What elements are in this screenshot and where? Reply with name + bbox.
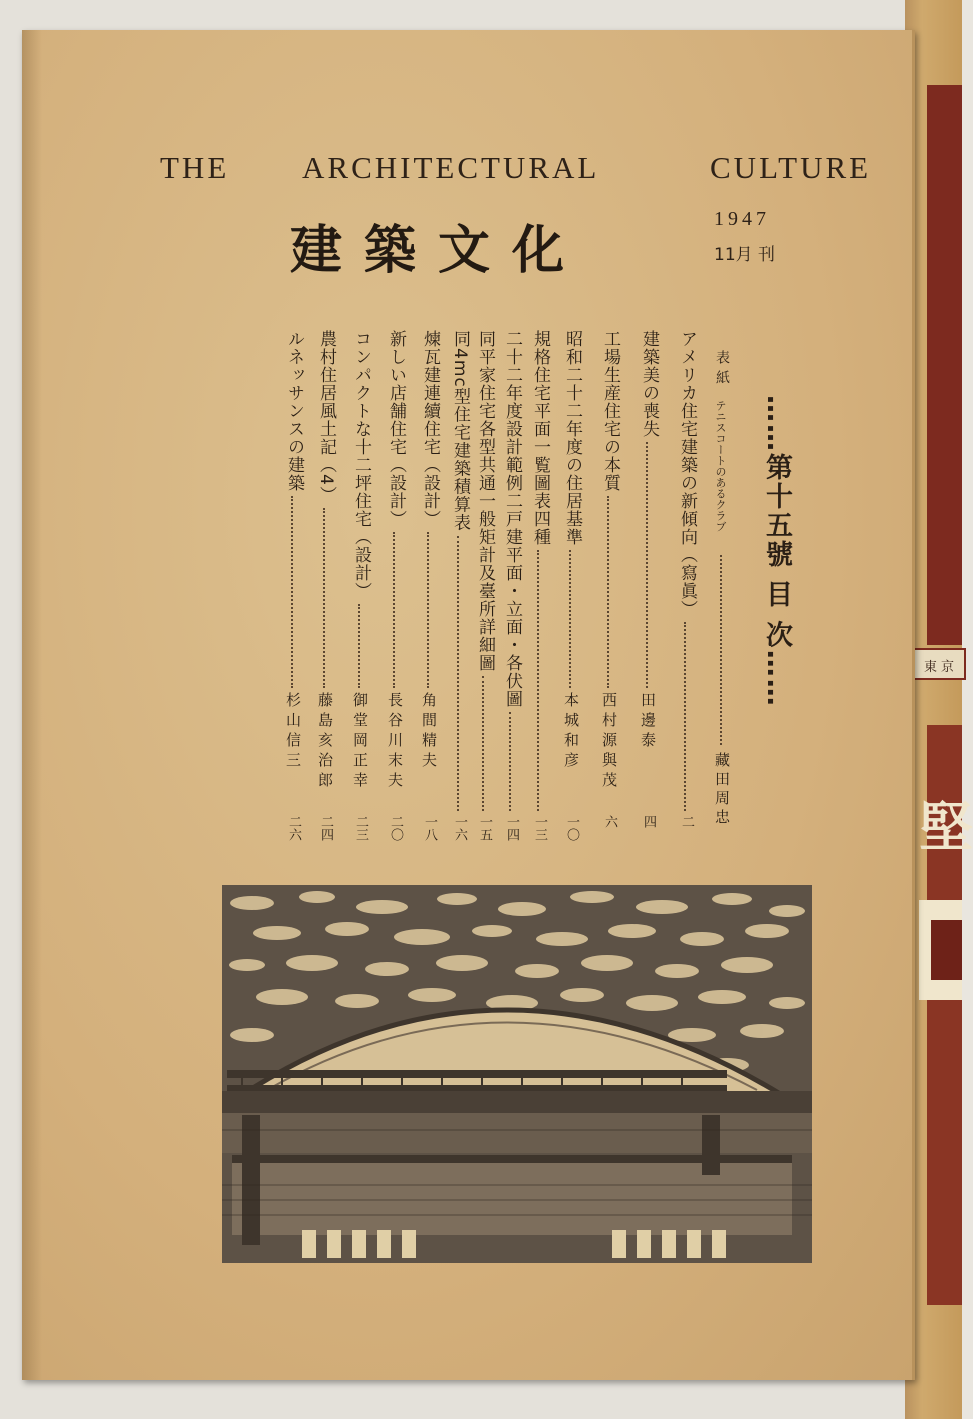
publication-month: 11月 刊 bbox=[714, 245, 776, 265]
toc-entry-title: 煉瓦建連續住宅（設計） bbox=[420, 330, 440, 528]
toc-entry-page: 一八 bbox=[422, 815, 437, 841]
toc-entry-title: 同平家住宅各型共通一般矩計及臺所詳細圖 bbox=[475, 330, 495, 672]
english-title-word-1: THE bbox=[160, 150, 230, 185]
toc-entry-title: コンパクトな十二坪住宅（設計） bbox=[351, 330, 371, 600]
adjacent-label-box bbox=[910, 648, 966, 680]
toc-entry-page: 二 bbox=[679, 815, 694, 828]
toc-entry-author: 西村源與茂 bbox=[600, 692, 618, 792]
toc-leader-dots bbox=[646, 442, 648, 688]
publication-year: 1947 bbox=[714, 208, 770, 230]
toc-entry-title: 昭和二十二年度の住居基準 bbox=[562, 330, 582, 546]
toc-entry-page: 一三 bbox=[532, 815, 547, 841]
toc-leader-dots bbox=[509, 712, 511, 811]
cover-label: 表紙 bbox=[714, 350, 730, 390]
toc-entry-page: 二三 bbox=[353, 815, 368, 841]
page-fold-shadow bbox=[22, 30, 42, 1380]
toc-entry-author: 杉山信三 bbox=[284, 692, 302, 772]
toc-leader-dots bbox=[323, 508, 325, 688]
adjacent-red-band bbox=[927, 85, 962, 645]
toc-entry-title: ルネッサンスの建築 bbox=[284, 330, 304, 492]
toc-entry-page: 二四 bbox=[318, 815, 333, 841]
toc-leader-dots bbox=[358, 604, 360, 688]
issue-heading: ……第十五號 目 次…… bbox=[761, 395, 792, 708]
toc-entry-author: 本城和彦 bbox=[562, 692, 580, 772]
toc-leader-dots bbox=[291, 496, 293, 688]
toc-entry-page: 六 bbox=[602, 815, 617, 828]
toc-entry-title: 建築美の喪失 bbox=[639, 330, 659, 438]
toc-leader-dots bbox=[684, 622, 686, 811]
toc-entry-author: 御堂岡正幸 bbox=[351, 692, 369, 792]
cover-author: 藏田周忠 bbox=[713, 752, 731, 828]
toc-leader-dots bbox=[457, 536, 459, 811]
english-title-word-2: ARCHITECTURAL bbox=[302, 150, 600, 185]
toc-entry-page: 一五 bbox=[477, 815, 492, 841]
adjacent-label-text: 東京 bbox=[924, 660, 959, 675]
adjacent-lower-box-inner bbox=[931, 920, 962, 980]
toc-entry-title: 規格住宅平面一覧圖表四種 bbox=[530, 330, 550, 546]
toc-entry-title: 農村住居風土記（4） bbox=[316, 330, 336, 504]
toc-entry-author: 長谷川末夫 bbox=[386, 692, 404, 792]
toc-leader-dots bbox=[537, 550, 539, 811]
toc-entry-page: 二〇 bbox=[388, 815, 403, 841]
cover-leader-dots bbox=[720, 555, 722, 745]
toc-entry-page: 二六 bbox=[286, 815, 301, 841]
toc-entry-title: 工場生産住宅の本質 bbox=[600, 330, 620, 492]
toc-entry-page: 一六 bbox=[452, 815, 467, 841]
toc-entry-page: 一四 bbox=[504, 815, 519, 841]
toc-leader-dots bbox=[482, 676, 484, 811]
toc-leader-dots bbox=[607, 496, 609, 688]
toc-leader-dots bbox=[427, 532, 429, 688]
toc-entry-page: 一〇 bbox=[564, 815, 579, 841]
woodcut-image bbox=[222, 885, 812, 1263]
english-title bbox=[160, 150, 905, 186]
adjacent-big-kanji: 堅 bbox=[919, 795, 973, 859]
toc-leader-dots bbox=[393, 532, 395, 688]
toc-entry-title: 二十二年度設計範例二戸建平面・立面・各伏圖 bbox=[502, 330, 522, 708]
toc-entry-title: 同4mc型住宅建築積算表 bbox=[450, 330, 470, 532]
toc-entry-title: アメリカ住宅建築の新傾向（寫眞） bbox=[677, 330, 697, 618]
english-title-word-3: CULTURE bbox=[710, 150, 872, 185]
toc-entry-author: 田邊泰 bbox=[639, 692, 657, 752]
cover-description: テニスコートのあるクラブ bbox=[714, 400, 727, 532]
woodcut-illustration bbox=[222, 885, 812, 1263]
toc-entry-author: 藤島亥治郎 bbox=[316, 692, 334, 792]
toc-entry-author: 角間精夫 bbox=[420, 692, 438, 772]
toc-leader-dots bbox=[569, 550, 571, 688]
japanese-title: 建築文化 bbox=[290, 221, 587, 281]
toc-entry-title: 新しい店舗住宅（設計） bbox=[386, 330, 406, 528]
toc-entry-page: 四 bbox=[641, 815, 656, 828]
